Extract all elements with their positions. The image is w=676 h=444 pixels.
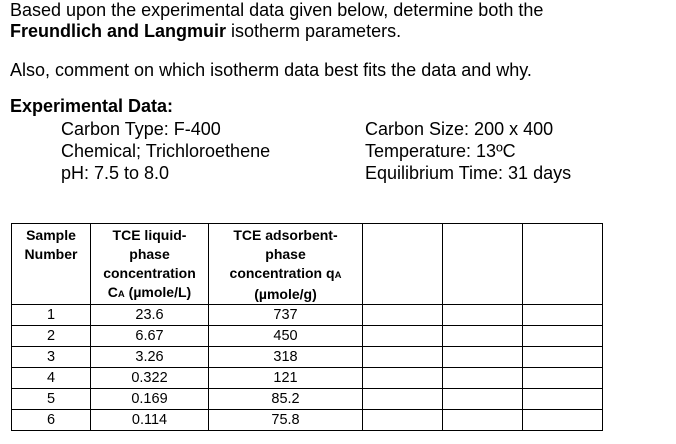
temperature: Temperature: 13ºC bbox=[365, 141, 516, 161]
liquid-concentration-cell: 0.169 bbox=[91, 389, 209, 410]
empty-cell bbox=[443, 347, 523, 368]
adsorbent-concentration-cell: 450 bbox=[209, 326, 363, 347]
equilibrium-time: Equilibrium Time: 31 days bbox=[365, 163, 572, 183]
empty-cell bbox=[523, 368, 603, 389]
table-row bbox=[12, 389, 603, 410]
liquid-concentration-cell: 3.26 bbox=[91, 347, 209, 368]
problem-document bbox=[10, 0, 670, 184]
intro-paragraph bbox=[10, 0, 670, 42]
adsorbent-concentration-cell: 737 bbox=[209, 305, 363, 326]
header-liquid-concentration: TCE liquid- phase concentration CA (µmole/L) bbox=[91, 224, 209, 305]
header-empty-1 bbox=[363, 224, 443, 305]
empty-cell bbox=[363, 347, 443, 368]
experimental-data-table bbox=[11, 223, 603, 431]
table-body bbox=[12, 305, 603, 431]
carbon-type: Carbon Type: F-400 bbox=[61, 119, 221, 139]
header-empty-3 bbox=[523, 224, 603, 305]
experimental-info bbox=[10, 118, 670, 184]
empty-cell bbox=[523, 410, 603, 431]
empty-cell bbox=[363, 305, 443, 326]
table-row bbox=[12, 347, 603, 368]
table-row bbox=[12, 368, 603, 389]
table-header-row bbox=[12, 224, 603, 305]
liquid-concentration-cell: 23.6 bbox=[91, 305, 209, 326]
liquid-concentration-cell: 0.322 bbox=[91, 368, 209, 389]
empty-cell bbox=[363, 368, 443, 389]
adsorbent-concentration-cell: 121 bbox=[209, 368, 363, 389]
sample-number-cell: 5 bbox=[12, 389, 91, 410]
header-sample-number: Sample Number bbox=[12, 224, 91, 305]
empty-cell bbox=[523, 389, 603, 410]
empty-cell bbox=[523, 326, 603, 347]
adsorbent-concentration-cell: 75.8 bbox=[209, 410, 363, 431]
empty-cell bbox=[443, 326, 523, 347]
sample-number-cell: 6 bbox=[12, 410, 91, 431]
adsorbent-concentration-cell: 85.2 bbox=[209, 389, 363, 410]
sample-number-cell: 3 bbox=[12, 347, 91, 368]
empty-cell bbox=[443, 368, 523, 389]
comment-paragraph: Also, comment on which isotherm data best fits the data and why. bbox=[10, 60, 532, 80]
sample-number-cell: 1 bbox=[12, 305, 91, 326]
empty-cell bbox=[443, 305, 523, 326]
header-empty-2 bbox=[443, 224, 523, 305]
chemical: Chemical; Trichloroethene bbox=[61, 141, 271, 161]
empty-cell bbox=[363, 410, 443, 431]
empty-cell bbox=[363, 326, 443, 347]
intro-line-2-rest: isotherm parameters. bbox=[226, 21, 402, 41]
empty-cell bbox=[363, 389, 443, 410]
adsorbent-concentration-cell: 318 bbox=[209, 347, 363, 368]
sample-number-cell: 4 bbox=[12, 368, 91, 389]
header-adsorbent-concentration: TCE adsorbent- phase concentration qA (µmole/g) bbox=[209, 224, 363, 305]
table-row bbox=[12, 326, 603, 347]
empty-cell bbox=[523, 305, 603, 326]
empty-cell bbox=[523, 347, 603, 368]
carbon-size: Carbon Size: 200 x 400 bbox=[365, 119, 554, 139]
sample-number-cell: 2 bbox=[12, 326, 91, 347]
liquid-concentration-cell: 0.114 bbox=[91, 410, 209, 431]
liquid-concentration-cell: 6.67 bbox=[91, 326, 209, 347]
experimental-info-right bbox=[365, 118, 571, 184]
intro-bold-text: Freundlich and Langmuir bbox=[10, 21, 227, 41]
ph-range: pH: 7.5 to 8.0 bbox=[61, 163, 170, 183]
experimental-data-title: Experimental Data: bbox=[10, 96, 174, 116]
intro-line-1: Based upon the experimental data given below, determine both the bbox=[10, 0, 544, 20]
empty-cell bbox=[443, 389, 523, 410]
empty-cell bbox=[443, 410, 523, 431]
table-row bbox=[12, 305, 603, 326]
table-row bbox=[12, 410, 603, 431]
experimental-info-left bbox=[61, 118, 270, 184]
